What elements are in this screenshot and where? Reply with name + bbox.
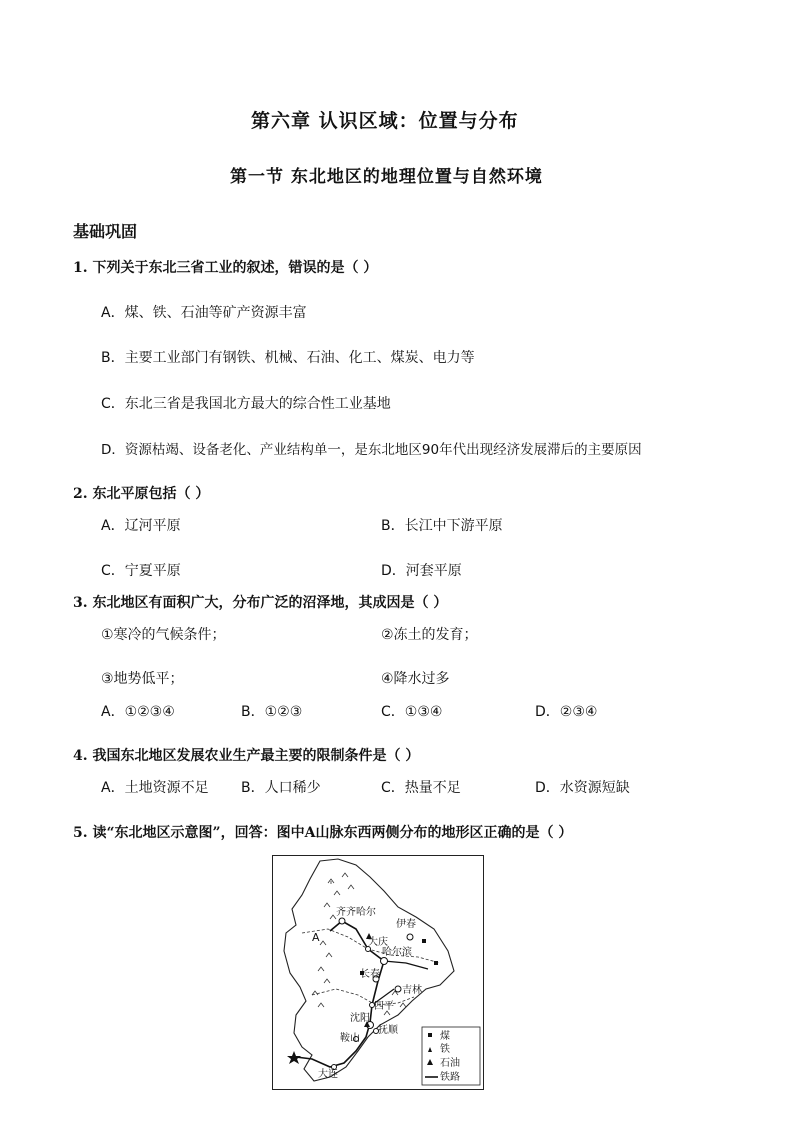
legend-oil-label: 石油: [440, 1058, 460, 1069]
section-heading: 基础巩固: [73, 222, 138, 241]
question-3-option-a: A．①②③④: [101, 704, 175, 720]
city-label-yichun: 伊春: [396, 919, 416, 930]
city-label-anshan: 鞍山: [340, 1033, 360, 1044]
city-label-changchun: 长春: [360, 969, 380, 980]
legend-coal-label: 煤: [440, 1031, 450, 1042]
question-2-stem: 2. 东北平原包括（ ）: [73, 486, 210, 502]
question-1-option-d: D．资源枯竭、设备老化、产业结构单一，是东北地区90年代出现经济发展滞后的主要原因: [101, 442, 642, 458]
section-title: 第一节 东北地区的地理位置与自然环境: [230, 167, 543, 187]
question-4-option-b: B．人口稀少: [241, 780, 321, 796]
legend-coal-icon: [428, 1033, 432, 1037]
question-1-option-c: C．东北三省是我国北方最大的综合性工业基地: [101, 396, 391, 412]
question-1-option-a: A．煤、铁、石油等矿产资源丰富: [101, 305, 307, 321]
question-4-option-d: D．水资源短缺: [535, 780, 630, 796]
question-2-option-c: C．宁夏平原: [101, 563, 181, 579]
question-2-option-d: D．河套平原: [381, 563, 462, 579]
city-label-siping: 四平: [374, 1001, 394, 1012]
question-4-option-c: C．热量不足: [381, 780, 461, 796]
question-3-option-c: C．①③④: [381, 704, 443, 720]
question-4-option-a: A．土地资源不足: [101, 780, 209, 796]
map-legend: [422, 1027, 480, 1085]
question-3-stem: 3. 东北地区有面积广大，分布广泛的沼泽地，其成因是（ ）: [73, 595, 448, 611]
city-label-jilin: 吉林: [402, 985, 422, 996]
question-3-factor-4: ④降水过多: [381, 671, 450, 687]
question-3-option-d: D．②③④: [535, 704, 598, 720]
city-label-fushun: 抚顺: [378, 1025, 398, 1036]
question-3-factor-3: ③地势低平；: [101, 671, 184, 687]
question-3-option-b: B．①②③: [241, 704, 303, 720]
city-label-harbin: 哈尔滨: [382, 947, 412, 958]
question-1-option-b: B．主要工业部门有钢铁、机械、石油、化工、煤炭、电力等: [101, 350, 475, 366]
city-label-dalian: 大连: [318, 1069, 338, 1080]
legend-iron-label: 铁: [440, 1044, 450, 1055]
legend-railway-label: 铁路: [440, 1072, 460, 1083]
chapter-title: 第六章 认识区域：位置与分布: [251, 110, 519, 132]
question-1-stem: 1. 下列关于东北三省工业的叙述，错误的是（ ）: [73, 260, 378, 276]
question-3-factor-2: ②冻土的发育；: [381, 627, 478, 643]
question-3-factor-1: ①寒冷的气候条件；: [101, 627, 226, 643]
question-2-option-a: A．辽河平原: [101, 518, 181, 534]
city-label-daqing: 大庆: [368, 937, 388, 948]
city-label-qiqihar: 齐齐哈尔: [336, 907, 376, 918]
city-label-shenyang: 沈阳: [350, 1013, 370, 1024]
question-5-stem: 5. 读“东北地区示意图”，回答：图中A山脉东西两侧分布的地形区正确的是（ ）: [73, 825, 573, 841]
map-label-a: A: [312, 931, 320, 944]
question-4-stem: 4. 我国东北地区发展农业生产最主要的限制条件是（ ）: [73, 748, 420, 764]
northeast-map: [272, 855, 484, 1090]
question-2-option-b: B．长江中下游平原: [381, 518, 503, 534]
